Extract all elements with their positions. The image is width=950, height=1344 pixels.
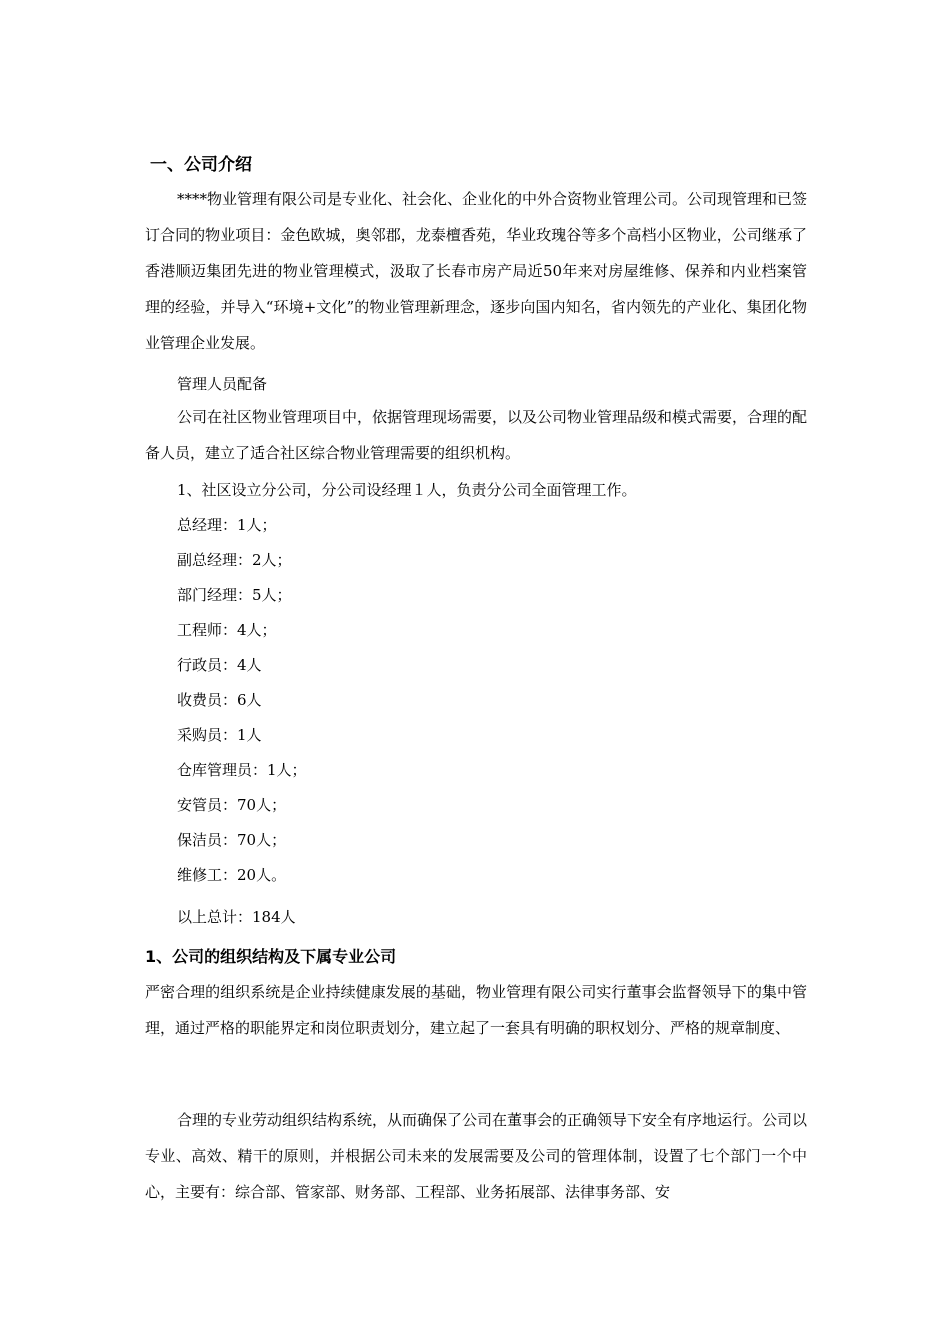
org-paragraph-2: 合理的专业劳动组织结构系统，从而确保了公司在董事会的正确领导下安全有序地运行。公司以专业、高效、精干的原则，并根据公司未来的发展需要及公司的管理体制，设置了七个部门一个中心，主要有：综合部、管家部、财务部、工程部、业务拓展部、法律事务部、安 — [145, 1111, 808, 1201]
section-heading-org-structure: 1、公司的组织结构及下属专业公司 — [145, 947, 397, 966]
staff-item: 保洁员：70人； — [177, 831, 287, 849]
org-paragraph-1: 严密合理的组织系统是企业持续健康发展的基础，物业管理有限公司实行董事会监督领导下的集中管理，通过严格的职能界定和岗位职责划分，建立起了一套具有明确的职权划分、严格的规章制度、 — [145, 983, 807, 1037]
staff-item: 总经理：1人； — [177, 516, 277, 534]
staff-total: 以上总计：184人 — [177, 908, 296, 926]
staff-item: 仓库管理员：1人； — [177, 761, 307, 779]
staff-item: 工程师：4人； — [177, 621, 277, 639]
staffing-title: 管理人员配备 — [177, 375, 268, 393]
staff-item: 收费员：6人 — [177, 691, 262, 709]
staffing-paragraph: 公司在社区物业管理项目中，依据管理现场需要，以及公司物业管理品级和模式需要，合理的配备人员，建立了适合社区综合物业管理需要的组织机构。 — [145, 408, 808, 462]
staff-item: 采购员：1人 — [177, 726, 262, 744]
staff-item: 安管员：70人； — [177, 796, 287, 814]
staff-item: 行政员：4人 — [177, 656, 262, 674]
staff-item: 维修工：20人。 — [177, 866, 287, 884]
staff-item: 部门经理：5人； — [177, 586, 292, 604]
section-heading-company-intro: 一、公司介绍 — [150, 155, 252, 175]
staff-item: 副总经理：2人； — [177, 551, 292, 569]
branch-line: 1、社区设立分公司，分公司设经理１人，负责分公司全面管理工作。 — [177, 481, 637, 499]
intro-paragraph: ****物业管理有限公司是专业化、社会化、企业化的中外合资物业管理公司。公司现管理和已签订合同的物业项目：金色欧城，奥邻郡，龙泰檀香苑，华业玫瑰谷等多个高档小区物业，公司继承了香港顺迈集团先进的物业管理模式，汲取了长春市房产局近50年来对房屋维修、保养和内业档案管理的经验，并导入“环境+文化”的物业管理新理念，逐步向国内知名，省内领先的产业化、集团化物业管理企业发展。 — [145, 190, 808, 352]
